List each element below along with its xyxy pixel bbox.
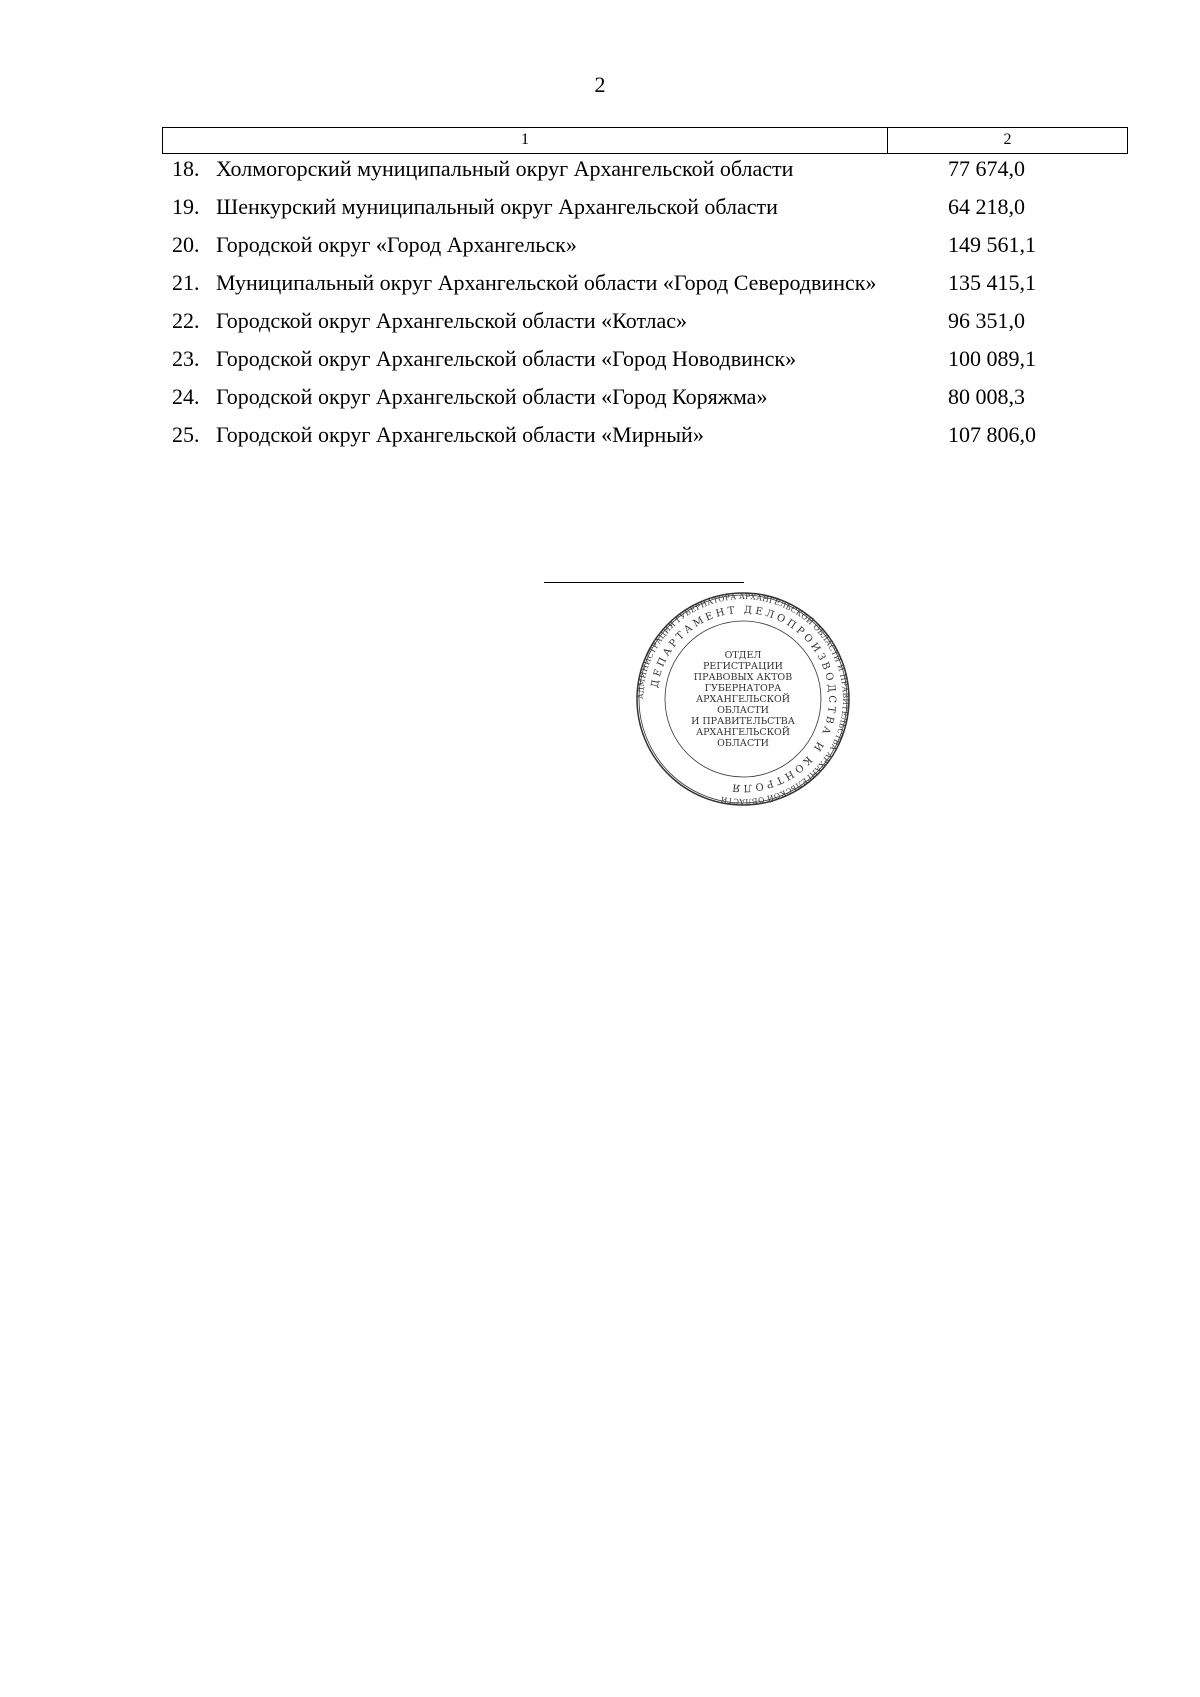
seal-center-line: ГУБЕРНАТОРА	[704, 683, 782, 694]
seal-outer-text: АДМИНИСТРАЦИЯ ГУБЕРНАТОРА АРХАНГЕЛЬСКОЙ ОБЛАСТИ И ПРАВИТЕЛЬСТВА АРХАНГЕЛЬСКОЙ ОБЛАСТИ	[635, 591, 851, 807]
row-value: 135 415,1	[948, 270, 1036, 295]
page-number: 2	[594, 72, 606, 97]
row-number: 21.	[172, 270, 200, 295]
seal-center-line: РЕГИСТРАЦИИ	[703, 661, 783, 672]
header-column-1: 1	[163, 128, 888, 153]
signature-line	[544, 582, 744, 583]
row-name	[162, 268, 886, 297]
table-row	[162, 344, 1128, 373]
row-name-text: Городской округ Архангельской области «Мирный»	[216, 422, 704, 447]
row-name-text: Городской округ Архангельской области «Город Новодвинск»	[216, 346, 797, 371]
row-name	[162, 154, 886, 183]
row-name-text: Шенкурский муниципальный округ Архангельской области	[216, 194, 778, 219]
row-number: 20.	[172, 232, 200, 257]
row-name	[162, 382, 886, 411]
table-row	[162, 154, 1128, 183]
row-value: 107 806,0	[948, 422, 1036, 447]
row-value: 64 218,0	[948, 194, 1025, 219]
table-row	[162, 230, 1128, 259]
row-name-text: Городской округ Архангельской области «Город Коряжма»	[216, 384, 768, 409]
seal-center-line: АРХАНГЕЛЬСКОЙ	[695, 727, 791, 738]
seal-center-line: ОБЛАСТИ	[717, 738, 769, 749]
table-row	[162, 192, 1128, 221]
row-value: 96 351,0	[948, 308, 1025, 333]
row-name-text: Городской округ Архангельской области «Котлас»	[216, 308, 688, 333]
row-number: 18.	[172, 156, 200, 181]
table-body	[162, 154, 1128, 449]
row-name	[162, 420, 886, 449]
row-value: 80 008,3	[948, 384, 1025, 409]
seal-center-line: И ПРАВИТЕЛЬСТВА	[691, 716, 795, 727]
seal-ring-text: ДЕПАРТАМЕНТ ДЕЛОПРОИЗВОДСТВА И КОНТРОЛЯ	[649, 604, 838, 794]
row-name-text: Муниципальный округ Архангельской области «Город Северодвинск»	[216, 270, 877, 295]
seal-center-line: ОТДЕЛ	[724, 650, 762, 661]
allocation-table	[162, 127, 1128, 449]
row-number: 24.	[172, 384, 200, 409]
table-row	[162, 420, 1128, 449]
row-name-text: Холмогорский муниципальный округ Архангельской области	[216, 156, 794, 181]
header-column-2: 2	[1003, 131, 1012, 148]
row-value: 77 674,0	[948, 156, 1025, 181]
table-row	[162, 268, 1128, 297]
seal-center-line: АРХАНГЕЛЬСКОЙ	[695, 694, 791, 705]
row-name-text: Городской округ «Город Архангельск»	[216, 232, 577, 257]
row-number: 19.	[172, 194, 200, 219]
table-header	[162, 127, 1128, 154]
row-value: 149 561,1	[948, 232, 1036, 257]
seal-center-line: ОБЛАСТИ	[717, 705, 769, 716]
row-value: 100 089,1	[948, 346, 1036, 371]
row-name	[162, 344, 886, 373]
row-name	[162, 230, 886, 259]
row-number: 23.	[172, 346, 200, 371]
row-name	[162, 192, 886, 221]
row-number: 22.	[172, 308, 200, 333]
table-row	[162, 306, 1128, 335]
row-name	[162, 306, 886, 335]
seal-center-line: ПРАВОВЫХ АКТОВ	[693, 672, 793, 683]
table-row	[162, 382, 1128, 411]
official-seal	[634, 590, 852, 808]
row-number: 25.	[172, 422, 200, 447]
